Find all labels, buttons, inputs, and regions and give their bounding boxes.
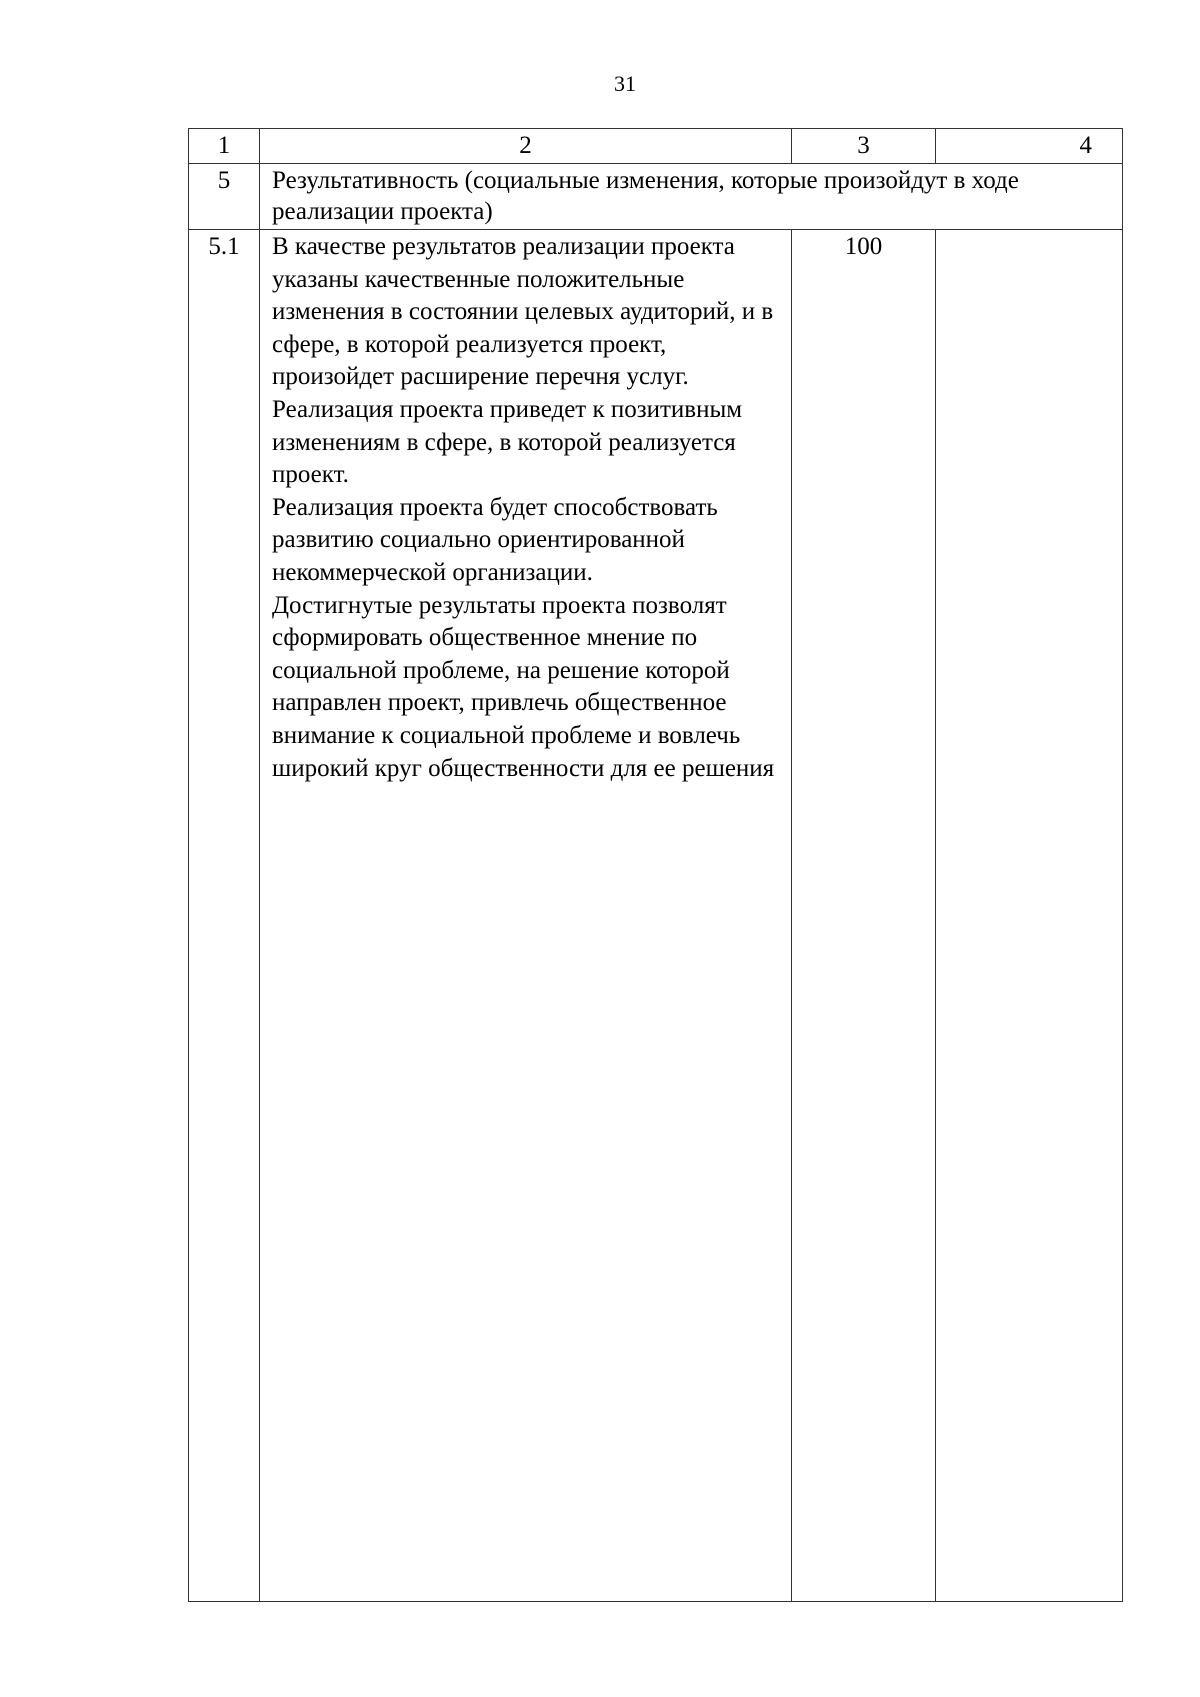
description-paragraph-2: Реализация проекта приведет к позитивным изменениям в сфере, в которой реализуется проект. bbox=[272, 395, 743, 489]
page-number: 31 bbox=[614, 71, 636, 96]
section-number: 5 bbox=[189, 164, 260, 230]
description-paragraph-3: Реализация проекта будет способствовать развитию социально ориентированной некоммерческой организации. bbox=[272, 493, 718, 586]
item-description bbox=[260, 230, 792, 1602]
section-row bbox=[189, 164, 1123, 230]
table-row bbox=[189, 230, 1123, 1602]
table-header-row bbox=[189, 129, 1123, 164]
header-cell-4: 4 bbox=[936, 129, 1123, 164]
section-title: Результативность (социальные изменения, которые произойдут в ходе реализации проекта) bbox=[260, 164, 1123, 230]
evaluation-table bbox=[188, 128, 1123, 1602]
description-paragraph-1: В качестве результатов реализации проекта указаны качественные положительные изменения в состоянии целевых аудиторий, и в сфере, в которой реализуется проект, произойдет расширение перечня услуг. bbox=[272, 233, 774, 391]
item-number: 5.1 bbox=[189, 230, 260, 1602]
item-note bbox=[936, 230, 1123, 1602]
header-cell-1: 1 bbox=[189, 129, 260, 164]
item-score: 100 bbox=[792, 230, 936, 1602]
description-paragraph-4: Достигнутые результаты проекта позволят сформировать общественное мнение по социальной проблеме, на решение которой направлен проект, привлечь общественное внимание к социальной проблеме и вовлечь широкий круг общественности для ее решения bbox=[272, 591, 775, 782]
header-cell-2: 2 bbox=[260, 129, 792, 164]
header-cell-3: 3 bbox=[792, 129, 936, 164]
